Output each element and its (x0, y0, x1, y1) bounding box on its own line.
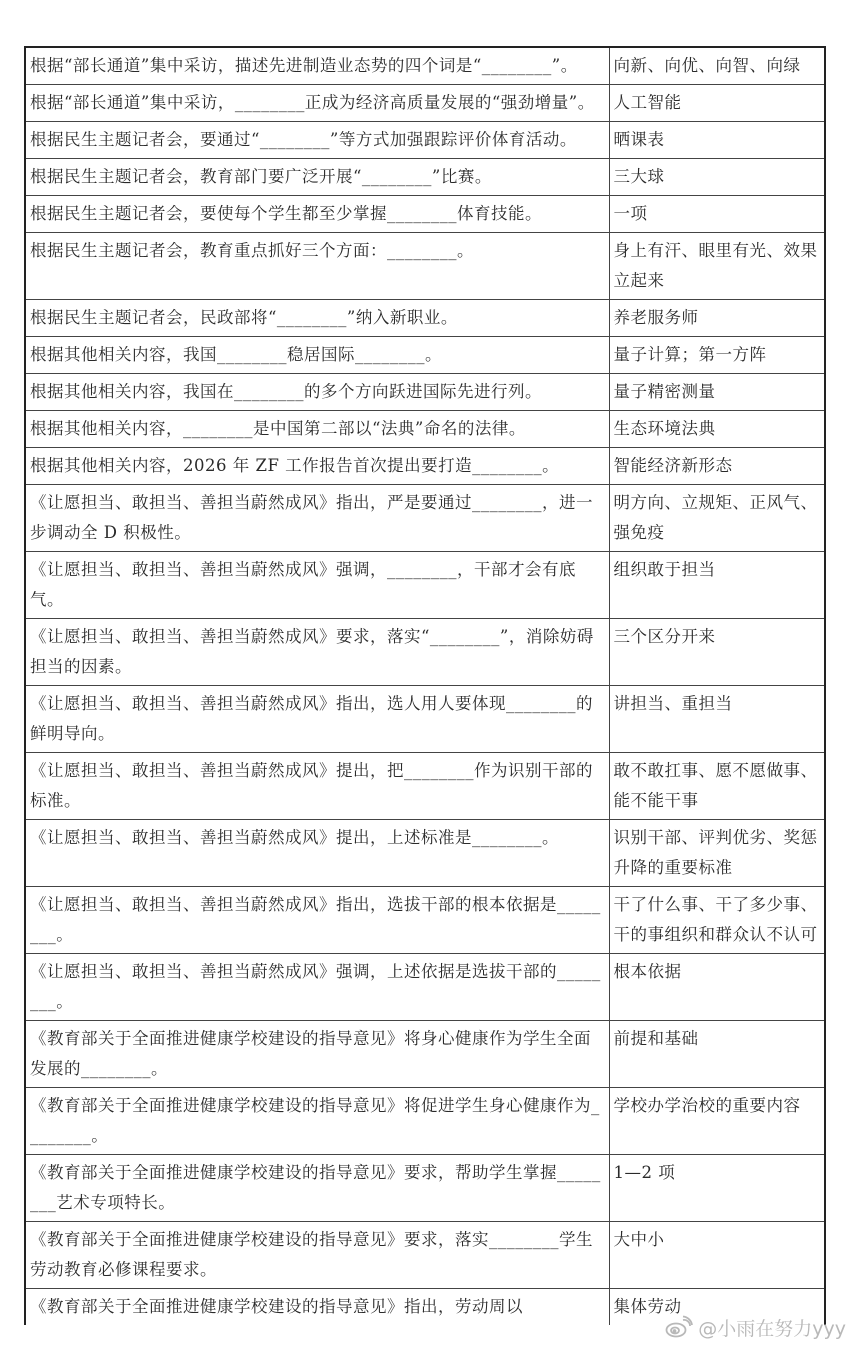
answer-cell: 身上有汗、眼里有光、效果立起来 (609, 233, 825, 300)
question-cell: 《教育部关于全面推进健康学校建设的指导意见》将身心健康作为学生全面发展的________。 (25, 1021, 609, 1088)
table-row (25, 753, 825, 820)
table-row (25, 1021, 825, 1088)
table-row (25, 85, 825, 122)
question-cell: 根据“部长通道”集中采访，________正成为经济高质量发展的“强劲增量”。 (25, 85, 609, 122)
table-row (25, 552, 825, 619)
question-cell: 根据民生主题记者会，教育重点抓好三个方面：________。 (25, 233, 609, 300)
table-row (25, 374, 825, 411)
answer-cell: 人工智能 (609, 85, 825, 122)
table-row (25, 1155, 825, 1222)
question-cell: 根据民生主题记者会，要使每个学生都至少掌握________体育技能。 (25, 196, 609, 233)
watermark (665, 1312, 846, 1342)
table-row (25, 954, 825, 1021)
answer-cell: 集体劳动 (609, 1289, 825, 1326)
table-row (25, 686, 825, 753)
answer-cell: 量子计算；第一方阵 (609, 337, 825, 374)
question-cell: 《让愿担当、敢担当、善担当蔚然成风》指出，选人用人要体现________的鲜明导向。 (25, 686, 609, 753)
question-cell: 《教育部关于全面推进健康学校建设的指导意见》指出，劳动周以 (25, 1289, 609, 1326)
question-cell: 根据民生主题记者会，民政部将“________”纳入新职业。 (25, 300, 609, 337)
answer-cell: 组织敢于担当 (609, 552, 825, 619)
answer-cell: 生态环境法典 (609, 411, 825, 448)
answer-cell: 学校办学治校的重要内容 (609, 1088, 825, 1155)
question-cell: 根据其他相关内容，________是中国第二部以“法典”命名的法律。 (25, 411, 609, 448)
question-cell: 《让愿担当、敢担当、善担当蔚然成风》强调，上述依据是选拔干部的________。 (25, 954, 609, 1021)
table-row (25, 485, 825, 552)
answer-cell: 三个区分开来 (609, 619, 825, 686)
answer-cell: 养老服务师 (609, 300, 825, 337)
weibo-icon (665, 1315, 693, 1339)
table-row (25, 887, 825, 954)
question-cell: 根据其他相关内容，我国在________的多个方向跃进国际先进行列。 (25, 374, 609, 411)
table-row (25, 619, 825, 686)
table-body (25, 47, 825, 1325)
table-row (25, 337, 825, 374)
table-row (25, 448, 825, 485)
table-row (25, 820, 825, 887)
answer-cell: 明方向、立规矩、正风气、强免疫 (609, 485, 825, 552)
question-cell: 《让愿担当、敢担当、善担当蔚然成风》指出，选拔干部的根本依据是________。 (25, 887, 609, 954)
question-cell: 根据其他相关内容，我国________稳居国际________。 (25, 337, 609, 374)
table-row (25, 411, 825, 448)
question-answer-table (24, 46, 826, 1325)
table-row (25, 47, 825, 85)
question-cell: 《让愿担当、敢担当、善担当蔚然成风》强调，________，干部才会有底气。 (25, 552, 609, 619)
question-cell: 根据民生主题记者会，教育部门要广泛开展“________”比赛。 (25, 159, 609, 196)
answer-cell: 三大球 (609, 159, 825, 196)
answer-cell: 根本依据 (609, 954, 825, 1021)
answer-cell: 晒课表 (609, 122, 825, 159)
answer-cell: 一项 (609, 196, 825, 233)
answer-cell: 识别干部、评判优劣、奖惩升降的重要标准 (609, 820, 825, 887)
question-cell: 《教育部关于全面推进健康学校建设的指导意见》要求，帮助学生掌握________艺术专项特长。 (25, 1155, 609, 1222)
table-row (25, 1088, 825, 1155)
answer-cell: 智能经济新形态 (609, 448, 825, 485)
answer-cell: 量子精密测量 (609, 374, 825, 411)
table-row (25, 196, 825, 233)
table-row (25, 122, 825, 159)
table-row (25, 159, 825, 196)
question-cell: 《让愿担当、敢担当、善担当蔚然成风》指出，严是要通过________，进一步调动全 D 积极性。 (25, 485, 609, 552)
table-row (25, 300, 825, 337)
table-row (25, 1222, 825, 1289)
answer-cell: 敢不敢扛事、愿不愿做事、能不能干事 (609, 753, 825, 820)
answer-cell: 前提和基础 (609, 1021, 825, 1088)
question-cell: 根据民生主题记者会，要通过“________”等方式加强跟踪评价体育活动。 (25, 122, 609, 159)
answer-cell: 大中小 (609, 1222, 825, 1289)
answer-cell: 1—2 项 (609, 1155, 825, 1222)
question-cell: 根据其他相关内容，2026 年 ZF 工作报告首次提出要打造________。 (25, 448, 609, 485)
question-cell: 根据“部长通道”集中采访，描述先进制造业态势的四个词是“________”。 (25, 47, 609, 85)
answer-cell: 讲担当、重担当 (609, 686, 825, 753)
table-row (25, 233, 825, 300)
question-cell: 《教育部关于全面推进健康学校建设的指导意见》将促进学生身心健康作为________。 (25, 1088, 609, 1155)
question-cell: 《让愿担当、敢担当、善担当蔚然成风》提出，上述标准是________。 (25, 820, 609, 887)
question-cell: 《教育部关于全面推进健康学校建设的指导意见》要求，落实________学生劳动教育必修课程要求。 (25, 1222, 609, 1289)
question-cell: 《让愿担当、敢担当、善担当蔚然成风》要求，落实“________”，消除妨碍担当的因素。 (25, 619, 609, 686)
answer-cell: 向新、向优、向智、向绿 (609, 47, 825, 85)
answer-cell: 干了什么事、干了多少事、干的事组织和群众认不认可 (609, 887, 825, 954)
watermark-text: @小雨在努力yyy (698, 1317, 846, 1340)
question-cell: 《让愿担当、敢担当、善担当蔚然成风》提出，把________作为识别干部的标准。 (25, 753, 609, 820)
